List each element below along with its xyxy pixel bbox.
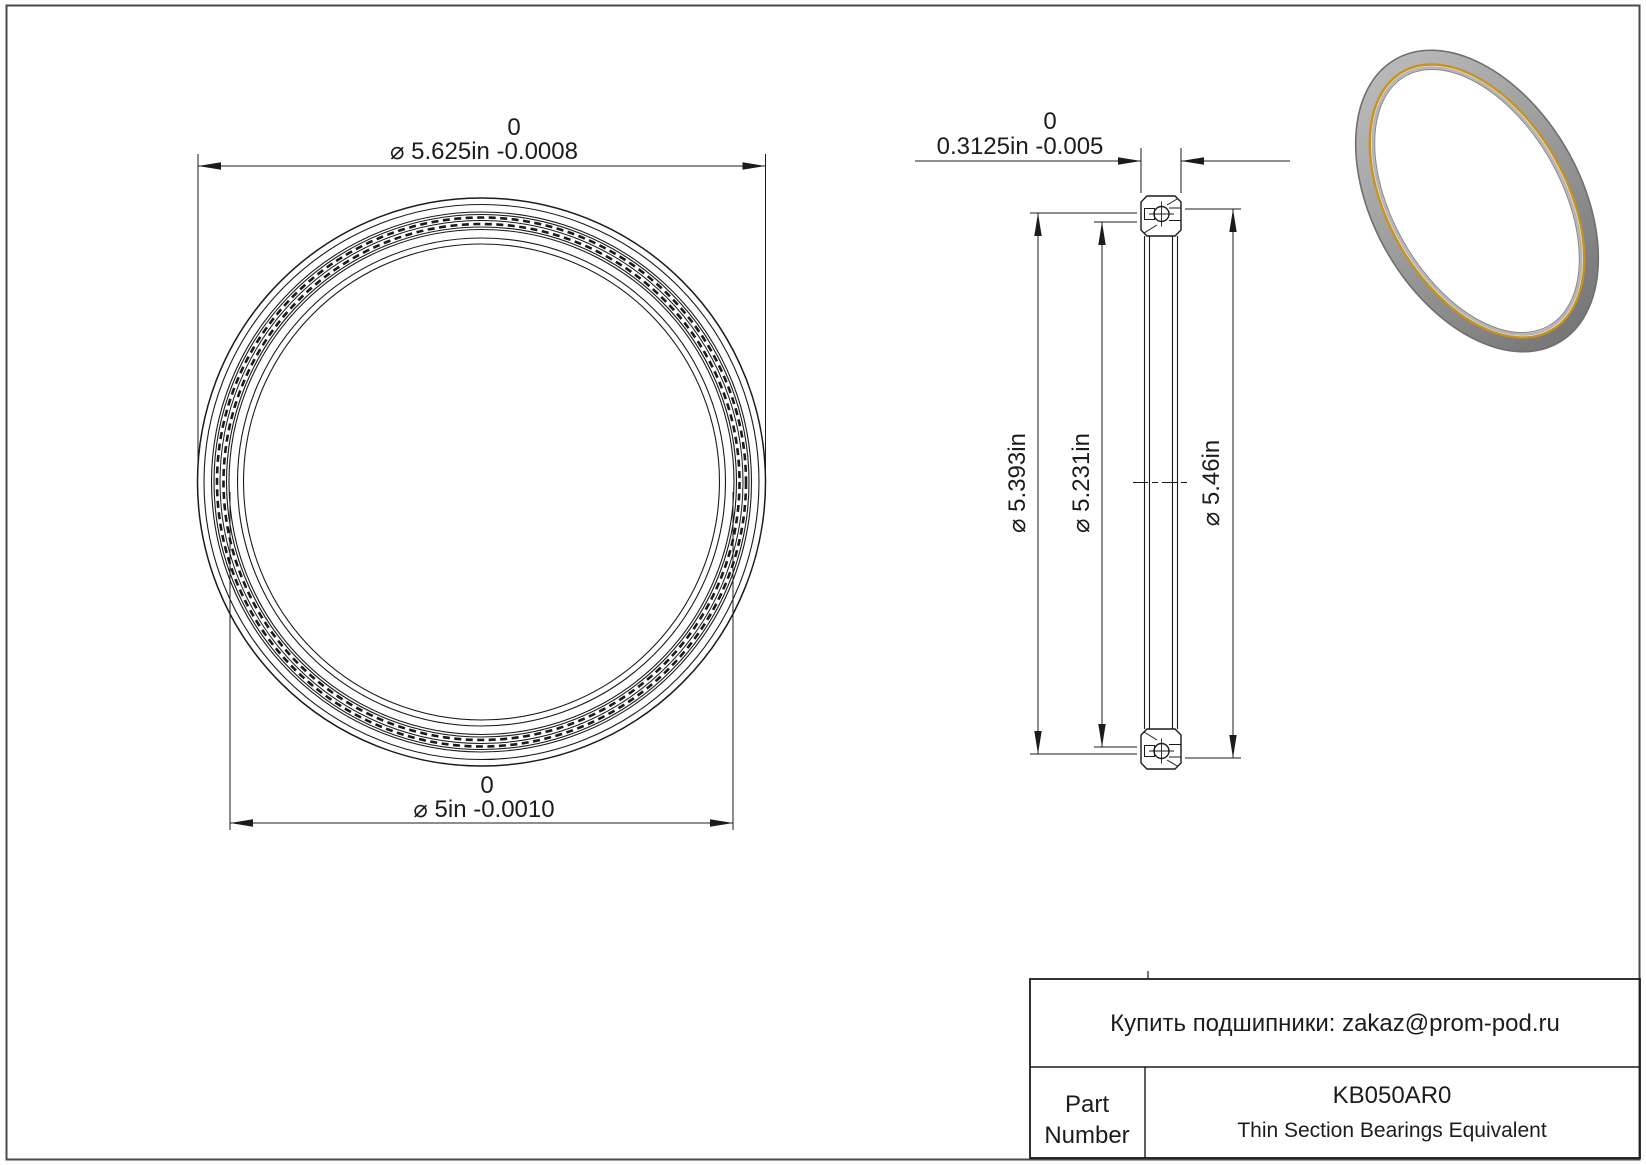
- side-view: [915, 148, 1290, 769]
- isometric-render: [1306, 8, 1646, 395]
- front-bore-tolerance-upper: 0: [480, 772, 494, 799]
- arrowhead: [1181, 157, 1204, 164]
- front-view-rings: [198, 198, 766, 766]
- contact-line: Купить подшипники: zakaz@prom-pod.ru: [1110, 1010, 1560, 1037]
- arrowhead: [1098, 724, 1105, 747]
- part-description: Thin Section Bearings Equivalent: [1237, 1119, 1547, 1142]
- arrowhead: [1229, 735, 1236, 758]
- side-width-tolerance-upper: 0: [1043, 108, 1057, 135]
- arrowhead: [710, 819, 733, 826]
- arrowhead: [1229, 209, 1236, 232]
- front-view: [198, 154, 766, 830]
- arrowhead: [1034, 731, 1041, 754]
- front-outer-diameter-label: ⌀ 5.625in -0.0008: [390, 138, 578, 165]
- side-width-label: 0.3125in -0.005: [936, 133, 1104, 160]
- front-outer-tolerance-upper: 0: [507, 114, 521, 141]
- part-number-value: KB050AR0: [1332, 1082, 1452, 1109]
- outer-race-diameter-label: ⌀ 5.393in: [1004, 433, 1031, 533]
- inner-race-dimension: [1094, 222, 1137, 747]
- top-section: [1141, 196, 1181, 236]
- bottom-section: [1141, 729, 1181, 769]
- inner-race-diameter-label: ⌀ 5.231in: [1068, 433, 1095, 533]
- arrowhead: [1034, 213, 1041, 236]
- land-diameter-label: ⌀ 5.46in: [1198, 439, 1225, 527]
- arrowhead: [230, 819, 253, 826]
- front-outer-diameter-dimension: [198, 154, 766, 474]
- arrowhead: [1098, 222, 1105, 245]
- front-bore-diameter-label: ⌀ 5in -0.0010: [413, 796, 555, 823]
- arrowhead: [198, 162, 221, 169]
- part-label-line2: Number: [1044, 1122, 1130, 1149]
- part-label-line1: Part: [1064, 1091, 1110, 1118]
- sheet-border: [7, 6, 1640, 1160]
- arrowhead: [743, 162, 766, 169]
- arrowhead: [1118, 157, 1141, 164]
